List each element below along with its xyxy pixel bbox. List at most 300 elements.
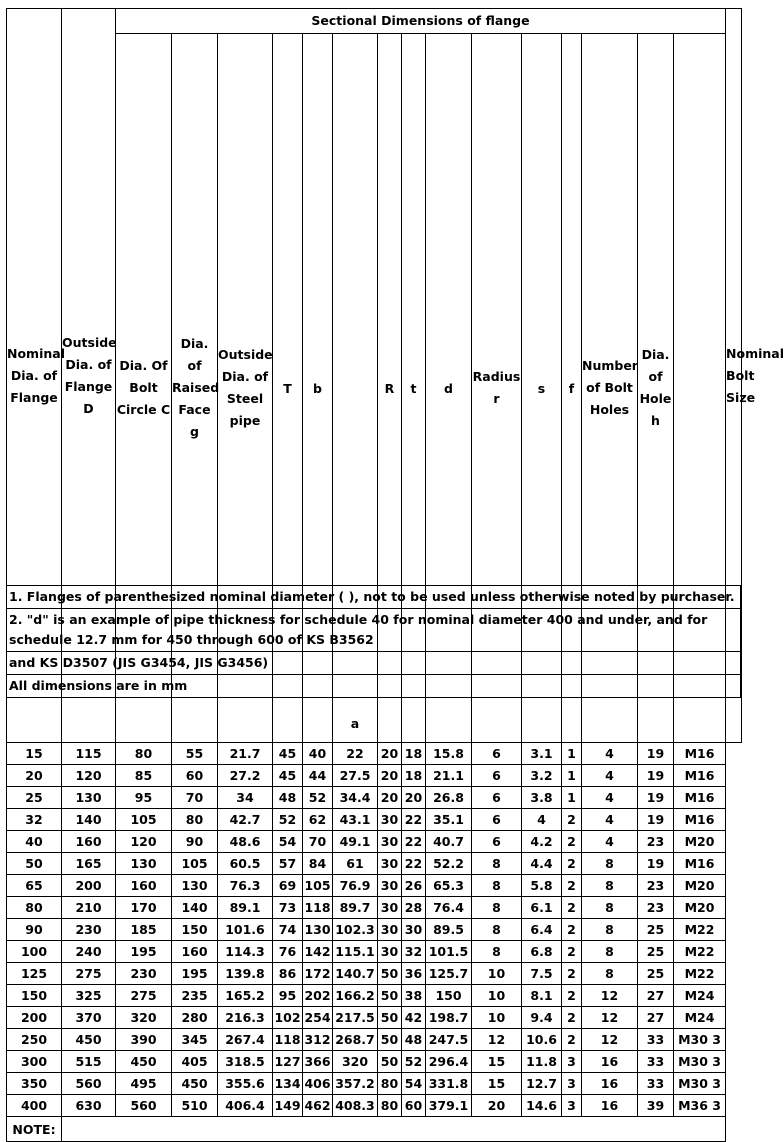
cell: 32: [402, 941, 426, 963]
cell: 406: [303, 1073, 333, 1095]
cell: 86: [273, 963, 303, 985]
cell: 2: [562, 809, 582, 831]
cell: 6: [472, 743, 522, 765]
cell: 4: [582, 787, 638, 809]
cell: 2: [562, 985, 582, 1007]
header-t: t: [402, 34, 426, 743]
cell: 27: [638, 1007, 674, 1029]
cell: 280: [172, 1007, 218, 1029]
cell: 30: [378, 809, 402, 831]
cell: 90: [7, 919, 62, 941]
cell: 60.5: [218, 853, 273, 875]
cell: 2: [562, 963, 582, 985]
header-f: f: [562, 34, 582, 743]
cell: 30: [378, 919, 402, 941]
cell: 160: [116, 875, 172, 897]
cell: 20: [402, 787, 426, 809]
cell: 115: [62, 743, 116, 765]
cell: 125.7: [426, 963, 472, 985]
cell: 19: [638, 809, 674, 831]
cell: 4: [582, 831, 638, 853]
cell: 25: [7, 787, 62, 809]
cell: 240: [62, 941, 116, 963]
cell: M20: [674, 875, 726, 897]
cell: 125: [7, 963, 62, 985]
cell: 76: [273, 941, 303, 963]
cell: 560: [116, 1095, 172, 1117]
cell: 16: [582, 1095, 638, 1117]
cell: 89.7: [333, 897, 378, 919]
cell: 150: [172, 919, 218, 941]
header-steel-pipe: Outside Dia. of Steel pipe: [218, 34, 273, 743]
cell: 630: [62, 1095, 116, 1117]
cell: 14.6: [522, 1095, 562, 1117]
spacer-cell: [726, 853, 742, 875]
cell: 20: [472, 1095, 522, 1117]
table-row: [7, 1095, 742, 1117]
cell: 275: [62, 963, 116, 985]
cell: 12: [582, 1007, 638, 1029]
table-row: [7, 1073, 742, 1095]
cell: 50: [378, 963, 402, 985]
cell: 105: [172, 853, 218, 875]
cell: 355.6: [218, 1073, 273, 1095]
cell: 230: [116, 963, 172, 985]
table-row: [7, 831, 742, 853]
header-outside-dia: Outside Dia. of Flange D: [62, 9, 116, 743]
cell: M22: [674, 919, 726, 941]
cell: 39: [638, 1095, 674, 1117]
cell: M20: [674, 897, 726, 919]
header-hole-dia: Dia. of Hole h: [638, 34, 674, 743]
spacer-cell: [726, 1073, 742, 1095]
cell: 366: [303, 1051, 333, 1073]
cell: 160: [172, 941, 218, 963]
cell: 76.3: [218, 875, 273, 897]
cell: 90: [172, 831, 218, 853]
header-bolt-circle: Dia. Of Bolt Circle C: [116, 34, 172, 743]
cell: 390: [116, 1029, 172, 1051]
header-bolt-holes: Number of Bolt Holes: [582, 34, 638, 743]
cell: 8: [582, 897, 638, 919]
cell: 52: [273, 809, 303, 831]
cell: 6: [472, 765, 522, 787]
header-R: R: [378, 34, 402, 743]
cell: 405: [172, 1051, 218, 1073]
cell: 160: [62, 831, 116, 853]
cell: 23: [638, 897, 674, 919]
cell: 275: [116, 985, 172, 1007]
cell: 105: [116, 809, 172, 831]
cell: 9.4: [522, 1007, 562, 1029]
cell: 65.3: [426, 875, 472, 897]
cell: 48: [273, 787, 303, 809]
cell: 370: [62, 1007, 116, 1029]
header-T: T: [273, 34, 303, 743]
table-row: [7, 897, 742, 919]
cell: M16: [674, 787, 726, 809]
cell: 26: [402, 875, 426, 897]
cell: M20: [674, 831, 726, 853]
cell: 34.4: [333, 787, 378, 809]
cell: M16: [674, 743, 726, 765]
cell: 202: [303, 985, 333, 1007]
cell: 19: [638, 765, 674, 787]
cell: 55: [172, 743, 218, 765]
cell: 7.5: [522, 963, 562, 985]
table-body: [7, 743, 742, 1142]
cell: 42.7: [218, 809, 273, 831]
cell: 15: [7, 743, 62, 765]
cell: 250: [7, 1029, 62, 1051]
table-row: [7, 765, 742, 787]
cell: 130: [62, 787, 116, 809]
cell: 2: [562, 1029, 582, 1051]
cell: 74: [273, 919, 303, 941]
cell: 27.5: [333, 765, 378, 787]
cell: 65: [7, 875, 62, 897]
cell: 50: [378, 985, 402, 1007]
spacer-cell: [726, 985, 742, 1007]
cell: M36 3: [674, 1095, 726, 1117]
cell: 216.3: [218, 1007, 273, 1029]
cell: 2: [562, 853, 582, 875]
cell: 8: [472, 919, 522, 941]
cell: 16: [582, 1051, 638, 1073]
cell: 3: [562, 1073, 582, 1095]
cell: 134: [273, 1073, 303, 1095]
cell: 101.5: [426, 941, 472, 963]
header-bolt-size: Nominal Bolt Size: [726, 9, 742, 743]
cell: 6.8: [522, 941, 562, 963]
cell: 30: [402, 919, 426, 941]
cell: 33: [638, 1051, 674, 1073]
cell: 43.1: [333, 809, 378, 831]
cell: M22: [674, 963, 726, 985]
cell: 76.9: [333, 875, 378, 897]
cell: 5.8: [522, 875, 562, 897]
cell: 510: [172, 1095, 218, 1117]
header-s: s: [522, 34, 562, 743]
cell: 22: [402, 831, 426, 853]
cell: 515: [62, 1051, 116, 1073]
cell: 217.5: [333, 1007, 378, 1029]
cell: 36: [402, 963, 426, 985]
cell: 357.2: [333, 1073, 378, 1095]
header-a: a: [333, 34, 378, 743]
cell: 15.8: [426, 743, 472, 765]
cell: 80: [7, 897, 62, 919]
table-row: [7, 853, 742, 875]
cell: 230: [62, 919, 116, 941]
cell: 10: [472, 985, 522, 1007]
cell: 40.7: [426, 831, 472, 853]
cell: 73: [273, 897, 303, 919]
cell: 15: [472, 1051, 522, 1073]
cell: 8: [582, 919, 638, 941]
cell: 25: [638, 919, 674, 941]
cell: 150: [7, 985, 62, 1007]
table-row: [7, 1051, 742, 1073]
cell: 60: [172, 765, 218, 787]
cell: 6: [472, 831, 522, 853]
cell: 4.2: [522, 831, 562, 853]
cell: 45: [273, 765, 303, 787]
spacer-cell: [726, 1095, 742, 1117]
flange-dimension-table: [6, 8, 784, 1142]
spacer-cell: [726, 875, 742, 897]
cell: M30 3: [674, 1029, 726, 1051]
cell: 40: [303, 743, 333, 765]
cell: 22: [402, 853, 426, 875]
cell: 12: [582, 1029, 638, 1051]
cell: 12: [472, 1029, 522, 1051]
cell: 200: [7, 1007, 62, 1029]
cell: 8: [472, 875, 522, 897]
cell: 54: [402, 1073, 426, 1095]
cell: 23: [638, 875, 674, 897]
cell: 142: [303, 941, 333, 963]
cell: 45: [273, 743, 303, 765]
header-nominal-dia: Nominal Dia. of Flange: [7, 9, 62, 743]
cell: 80: [116, 743, 172, 765]
cell: 345: [172, 1029, 218, 1051]
cell: 312: [303, 1029, 333, 1051]
cell: 30: [378, 853, 402, 875]
table-row: [7, 985, 742, 1007]
cell: 325: [62, 985, 116, 1007]
cell: 95: [273, 985, 303, 1007]
cell: 4: [582, 743, 638, 765]
cell: 40: [7, 831, 62, 853]
cell: 379.1: [426, 1095, 472, 1117]
spacer-cell: [726, 963, 742, 985]
spacer-cell: [726, 743, 742, 765]
cell: 140.7: [333, 963, 378, 985]
cell: 62: [303, 809, 333, 831]
cell: 16: [582, 1073, 638, 1095]
cell: 22: [333, 743, 378, 765]
cell: 6.4: [522, 919, 562, 941]
cell: 12: [582, 985, 638, 1007]
cell: 115.1: [333, 941, 378, 963]
cell: M16: [674, 853, 726, 875]
header-raised-face: Dia. of Raised Face g: [172, 34, 218, 743]
table-row: [7, 1007, 742, 1029]
cell: 165.2: [218, 985, 273, 1007]
cell: 1: [562, 743, 582, 765]
cell: 450: [116, 1051, 172, 1073]
cell: 48: [402, 1029, 426, 1051]
note-4: All dimensions are in mm: [6, 675, 741, 698]
cell: 2: [562, 897, 582, 919]
cell: 3.8: [522, 787, 562, 809]
cell: 19: [638, 787, 674, 809]
cell: 406.4: [218, 1095, 273, 1117]
cell: 28: [402, 897, 426, 919]
cell: 172: [303, 963, 333, 985]
cell: M24: [674, 1007, 726, 1029]
cell: 32: [7, 809, 62, 831]
cell: 2: [562, 941, 582, 963]
cell: M24: [674, 985, 726, 1007]
cell: 70: [172, 787, 218, 809]
table-row: [7, 787, 742, 809]
cell: 8.1: [522, 985, 562, 1007]
cell: 3.2: [522, 765, 562, 787]
cell: 27.2: [218, 765, 273, 787]
cell: 195: [172, 963, 218, 985]
cell: 80: [172, 809, 218, 831]
spacer-cell: [726, 1029, 742, 1051]
cell: 52.2: [426, 853, 472, 875]
cell: 8: [472, 941, 522, 963]
cell: M30 3: [674, 1073, 726, 1095]
cell: 54: [273, 831, 303, 853]
cell: 200: [62, 875, 116, 897]
cell: 21.7: [218, 743, 273, 765]
cell: 235: [172, 985, 218, 1007]
cell: 8: [472, 853, 522, 875]
cell: 118: [273, 1029, 303, 1051]
cell: 195: [116, 941, 172, 963]
cell: 198.7: [426, 1007, 472, 1029]
cell: 318.5: [218, 1051, 273, 1073]
spacer-cell: [726, 919, 742, 941]
cell: 560: [62, 1073, 116, 1095]
table-row: [7, 743, 742, 765]
cell: 247.5: [426, 1029, 472, 1051]
cell: 254: [303, 1007, 333, 1029]
spacer-cell: [726, 787, 742, 809]
cell: 331.8: [426, 1073, 472, 1095]
cell: 30: [378, 941, 402, 963]
cell: 462: [303, 1095, 333, 1117]
cell: 300: [7, 1051, 62, 1073]
cell: 170: [116, 897, 172, 919]
cell: 8: [582, 963, 638, 985]
cell: 95: [116, 787, 172, 809]
cell: 140: [172, 897, 218, 919]
spacer-cell: [726, 1051, 742, 1073]
note-label-row: [7, 1117, 742, 1142]
cell: 50: [7, 853, 62, 875]
cell: 80: [378, 1095, 402, 1117]
cell: 130: [116, 853, 172, 875]
cell: 100: [7, 941, 62, 963]
notes-section: [6, 585, 741, 698]
cell: 120: [62, 765, 116, 787]
cell: 35.1: [426, 809, 472, 831]
cell: 48.6: [218, 831, 273, 853]
cell: 495: [116, 1073, 172, 1095]
cell: 21.1: [426, 765, 472, 787]
cell: 49.1: [333, 831, 378, 853]
cell: 8: [472, 897, 522, 919]
cell: 4.4: [522, 853, 562, 875]
cell: 18: [402, 743, 426, 765]
cell: 23: [638, 831, 674, 853]
cell: 20: [7, 765, 62, 787]
cell: 130: [303, 919, 333, 941]
spacer-cell: [726, 1117, 742, 1142]
spacer-cell: [726, 765, 742, 787]
cell: 2: [562, 831, 582, 853]
cell: 61: [333, 853, 378, 875]
spacer-cell: [726, 1007, 742, 1029]
cell: M22: [674, 941, 726, 963]
cell: 4: [582, 765, 638, 787]
cell: 3: [562, 1095, 582, 1117]
cell: 140: [62, 809, 116, 831]
cell: 25: [638, 941, 674, 963]
cell: 11.8: [522, 1051, 562, 1073]
table-row: [7, 875, 742, 897]
table-row: [7, 1029, 742, 1051]
cell: 60: [402, 1095, 426, 1117]
cell: 120: [116, 831, 172, 853]
spacer-cell: [726, 897, 742, 919]
cell: 20: [378, 787, 402, 809]
cell: 15: [472, 1073, 522, 1095]
cell: 114.3: [218, 941, 273, 963]
note-3: and KS D3507 (JIS G3454, JIS G3456): [6, 652, 741, 675]
cell: 166.2: [333, 985, 378, 1007]
cell: 102: [273, 1007, 303, 1029]
cell: 210: [62, 897, 116, 919]
cell: 38: [402, 985, 426, 1007]
spacer-cell: [726, 809, 742, 831]
cell: 3: [562, 1051, 582, 1073]
cell: 70: [303, 831, 333, 853]
table-row: [7, 809, 742, 831]
note-label-empty: [62, 1117, 726, 1142]
cell: 6: [472, 809, 522, 831]
cell: 33: [638, 1073, 674, 1095]
cell: 50: [378, 1029, 402, 1051]
cell: 150: [426, 985, 472, 1007]
cell: 4: [582, 809, 638, 831]
cell: 20: [378, 743, 402, 765]
cell: 84: [303, 853, 333, 875]
spacer-cell: [726, 831, 742, 853]
cell: 3.1: [522, 743, 562, 765]
cell: 8: [582, 853, 638, 875]
cell: M30 3: [674, 1051, 726, 1073]
cell: 2: [562, 919, 582, 941]
cell: 118: [303, 897, 333, 919]
cell: 76.4: [426, 897, 472, 919]
cell: 85: [116, 765, 172, 787]
table-row: [7, 941, 742, 963]
cell: 105: [303, 875, 333, 897]
cell: 26.8: [426, 787, 472, 809]
cell: 44: [303, 765, 333, 787]
cell: 296.4: [426, 1051, 472, 1073]
cell: 10: [472, 1007, 522, 1029]
cell: 408.3: [333, 1095, 378, 1117]
note-label: NOTE:: [7, 1117, 62, 1142]
cell: 18: [402, 765, 426, 787]
cell: 52: [402, 1051, 426, 1073]
note-2: 2. "d" is an example of pipe thickness for schedule 40 for nominal diameter 400 and under, and for schedule 12.7 mm for 450 through 600 of KS B3562: [6, 609, 741, 652]
cell: 2: [562, 1007, 582, 1029]
cell: 1: [562, 787, 582, 809]
cell: 50: [378, 1051, 402, 1073]
cell: 12.7: [522, 1073, 562, 1095]
cell: 34: [218, 787, 273, 809]
cell: 185: [116, 919, 172, 941]
